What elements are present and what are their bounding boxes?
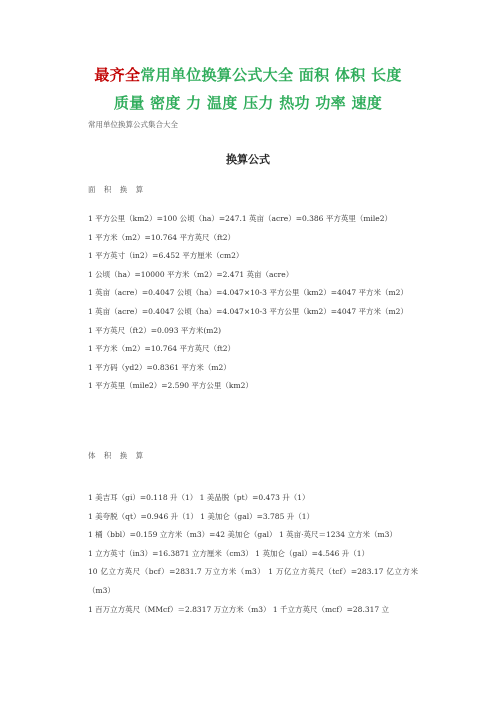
list-item: 1 百万立方英尺（MMcf）＝2.8317 万立方米（m3） 1 千立方英尺（mcf）=28.317 立 xyxy=(88,604,390,614)
list-item: 1 公顷（ha）=10000 平方米（m2）=2.471 英亩（acre） xyxy=(88,269,294,279)
list-item: 1 平方英尺（ft2）=0.093 平方米(m2) xyxy=(88,325,222,335)
list-item: 1 平方公里（km2）=100 公顷（ha）=247.1 英亩（acre）=0.386 平方英里（mile2） xyxy=(88,214,392,223)
list-item: 1 英亩（acre）=0.4047 公顷（ha）=4.047×10-3 平方公里（km2）=4047 平方米（m2） xyxy=(88,306,408,316)
area-section-label: 面 积 换 算 xyxy=(88,185,147,194)
list-item: 1 平方米（m2）=10.764 平方英尺（ft2） xyxy=(88,232,236,242)
title-highlight: 最齐全 xyxy=(94,66,141,84)
list-item: 10 亿立方英尺（bcf）=2831.7 万立方米（m3） 1 万亿立方英尺（tcf）=283.17 亿立方米（m3） xyxy=(88,567,418,595)
list-item: 1 美吉耳（gi）=0.118 升（1） 1 美品脱（pt）=0.473 升（1） xyxy=(88,493,310,502)
list-item: 1 桶（bbl）=0.159 立方米（m3）=42 美加仑（gal） 1 英亩·英尺＝1234 立方米（m3） xyxy=(88,530,397,540)
area-conversion-list xyxy=(88,210,418,396)
volume-section-label: 体 积 换 算 xyxy=(88,451,147,460)
list-item: 1 平方英寸（in2）=6.452 平方厘米（cm2） xyxy=(88,251,244,261)
list-item: 1 平方米（m2）=10.764 平方英尺（ft2） xyxy=(88,344,236,354)
list-item: 1 立方英寸（in3）=16.3871 立方厘米（cm3） 1 英加仑（gal）=4.546 升（1） xyxy=(88,548,370,558)
document-subtitle: 常用单位换算公式集合大全 xyxy=(88,120,178,129)
list-item: 1 平方英里（mile2）=2.590 平方公里（km2） xyxy=(88,381,253,391)
list-item: 1 美夸脱（qt）=0.946 升（1） 1 美加仑（gal）=3.785 升（1） xyxy=(88,511,315,521)
document-title-line-1 xyxy=(60,64,436,85)
list-item: 1 平方码（yd2）=0.8361 平方米（m2） xyxy=(88,362,231,372)
volume-conversion-list xyxy=(88,489,418,619)
list-item: 1 英亩（acre）=0.4047 公顷（ha）=4.047×10-3 平方公里（km2）=4047 平方米（m2） xyxy=(88,288,408,298)
section-heading: 换算公式 xyxy=(226,153,270,166)
title-main: 常用单位换算公式大全 面积 体积 长度 xyxy=(140,66,402,84)
document-title-line-2: 质量 密度 力 温度 压力 热功 功率 速度 xyxy=(113,94,383,112)
